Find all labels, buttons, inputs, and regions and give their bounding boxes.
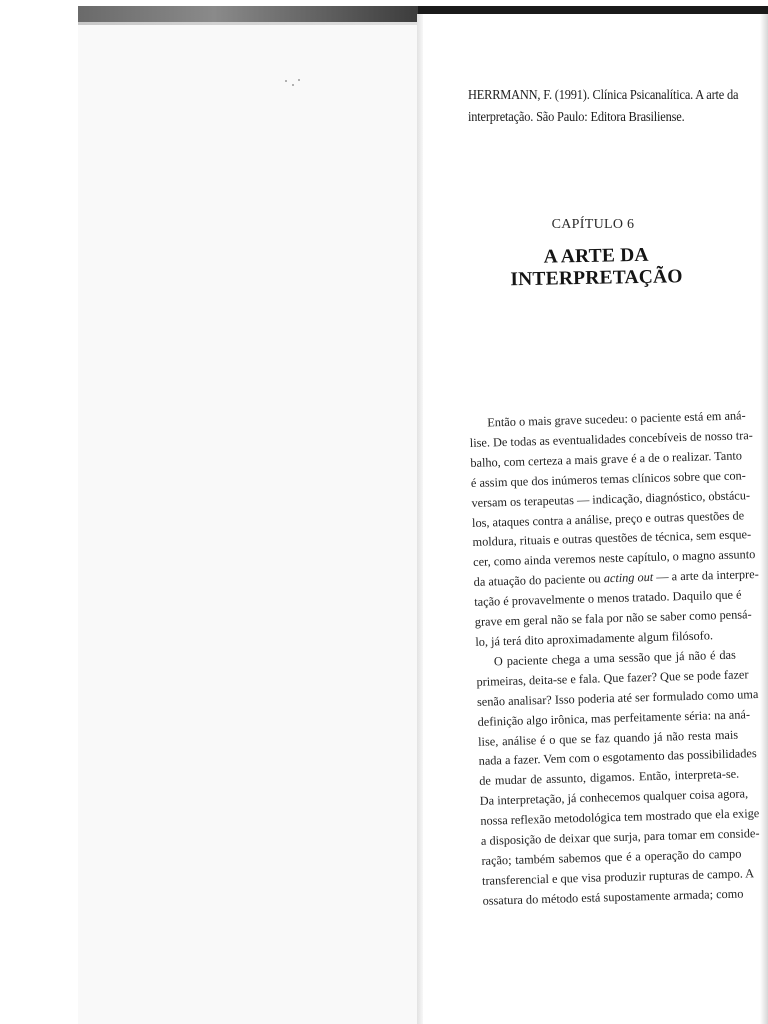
scan-specks — [283, 78, 303, 92]
text-line: Então o mais grave sucedeu: o paciente está em aná- — [487, 408, 746, 430]
right-page-edge — [760, 14, 768, 1024]
reference-line: interpretação. São Paulo: Editora Brasiliense. — [468, 109, 685, 124]
text-line: moldura, rituais e outras questões de técnica, sem esque- — [472, 527, 752, 550]
text-line: lo, já terá dito aproximadamente algum filósofo. — [475, 628, 714, 649]
text-line: ração; também sabemos que é a operação do campo — [481, 846, 742, 868]
text-line: Da interpretação, já conhecemos qualquer coisa agora, — [479, 786, 749, 809]
text-line: definição algo irônica, mas perfeitamente séria: na aná- — [477, 706, 751, 729]
scan-shadow-right — [418, 6, 768, 14]
reference-line: HERRMANN, F. (1991). Clínica Psicanalítica. A arte da — [468, 87, 739, 102]
text-line: lise. De todas as eventualidades concebíveis de nosso tra- — [469, 427, 753, 450]
text-line: tação é provavelmente o menos tratado. Daquilo que é — [474, 587, 742, 610]
text-line: transferencial e que visa produzir rupturas de campo. A — [481, 866, 755, 888]
left-page — [78, 22, 418, 1024]
text-line: senão analisar? Isso poderia até ser formulado como uma — [476, 686, 759, 709]
scan-shadow-left — [78, 6, 418, 22]
text-line: cer, como ainda veremos neste capítulo, o magno assunto — [472, 547, 756, 570]
text-line: primeiras, deita-se e fala. Que fazer? Que se pode fazer — [476, 667, 749, 689]
text-line: nada a fazer. Vem com o esgotamento das possibilidades — [478, 746, 757, 769]
text-line: lise, análise é o que se faz quando já não resta mais — [477, 727, 739, 749]
body-text — [469, 407, 760, 912]
text-line: nossa reflexão metodológica tem mostrado que ela exige — [480, 806, 760, 828]
italic-term: acting out — [603, 570, 654, 586]
text-line: de mudar de assunto, digamos. Então, interpreta-se. — [479, 766, 740, 789]
text-line: los, ataques contra a análise, preço e outras questões de — [471, 507, 745, 530]
text-segment: — a arte da interpre- — [653, 567, 759, 585]
left-page-edge — [78, 22, 420, 25]
text-segment: da atuação do paciente ou — [473, 571, 601, 590]
chapter-title: A ARTE DA INTERPRETAÇÃO — [510, 244, 683, 291]
text-line: balho, com certeza a mais grave é a de o realizar. Tanto — [470, 448, 743, 470]
text-line: a disposição de deixar que surja, para tomar em conside- — [480, 826, 760, 848]
text-line: ossatura do método está supostamente armada; como — [482, 886, 744, 908]
text-line: é assim que dos inúmeros temas clínicos sobre que con- — [470, 468, 746, 490]
chapter-number: CAPÍTULO 6 — [551, 217, 635, 232]
bibliographic-reference — [468, 84, 739, 128]
text-line: versam os terapeutas — indicação, diagnóstico, obstácu- — [471, 487, 751, 510]
text-line: O paciente chega a uma sessão que já não é das — [493, 647, 737, 669]
text-line: grave em geral não se fala por não se saber como pensá- — [474, 607, 752, 629]
